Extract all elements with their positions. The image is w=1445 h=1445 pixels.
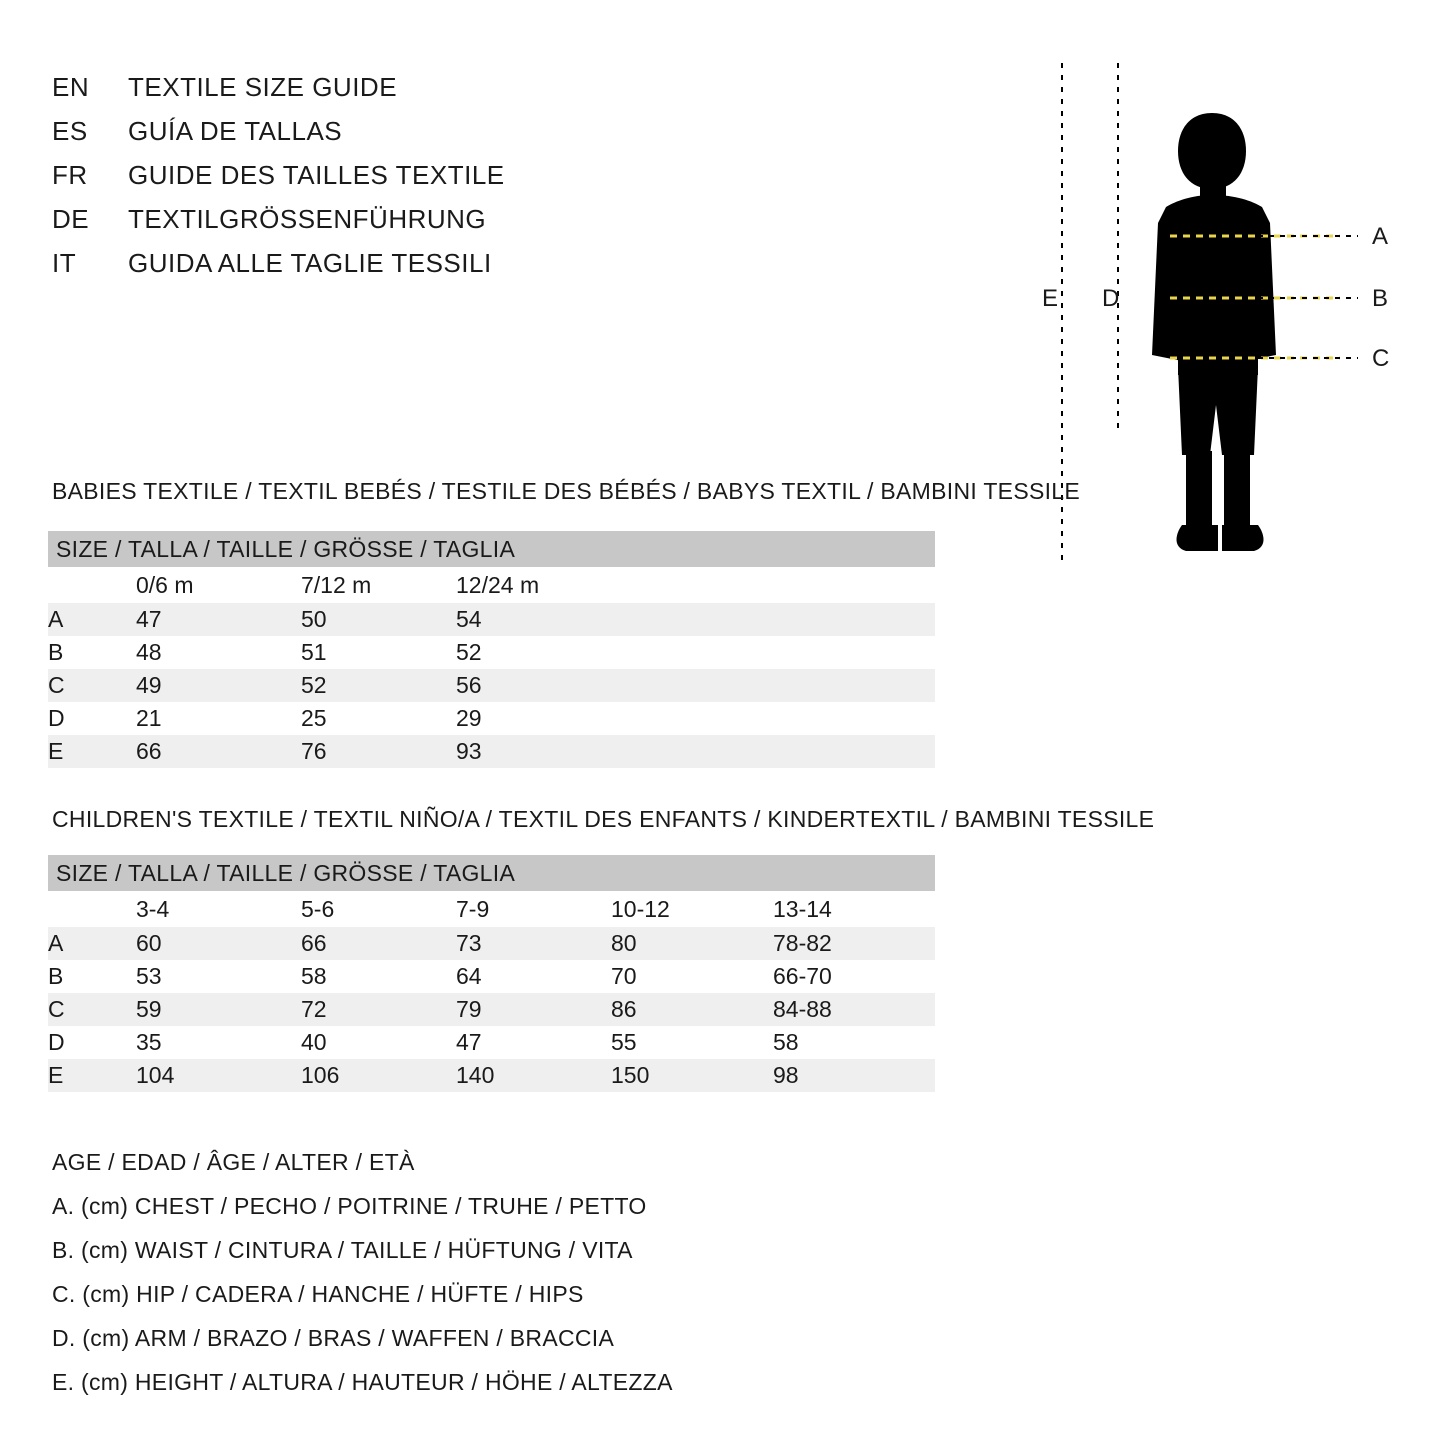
table-row [48,735,935,768]
row-value: 76 [301,735,456,768]
row-value: 79 [456,993,611,1026]
language-title: GUIDE DES TAILLES TEXTILE [128,160,505,190]
row-value: 59 [136,993,301,1026]
row-value: 104 [136,1059,301,1092]
row-value: 78-82 [773,927,935,960]
table-row [48,993,935,1026]
row-label: C [48,993,136,1026]
child-silhouette-icon [1152,113,1276,551]
row-value: 64 [456,960,611,993]
row-value: 25 [301,702,456,735]
row-label: E [48,735,136,768]
language-row [52,248,752,292]
row-value: 72 [301,993,456,1026]
row-label: A [48,927,136,960]
row-label: D [48,1026,136,1059]
children-band-label: SIZE / TALLA / TAILLE / GRÖSSE / TAGLIA [48,855,935,891]
language-title-block [52,72,752,292]
language-row [52,116,752,160]
spacer-cell [48,567,136,603]
row-value: 40 [301,1026,456,1059]
row-value: 66 [301,927,456,960]
language-code: IT [52,248,77,278]
row-value: 93 [456,735,935,768]
row-label: C [48,669,136,702]
row-value: 66-70 [773,960,935,993]
legend-line: AGE / EDAD / ÂGE / ALTER / ETÀ [52,1149,415,1175]
table-row [48,669,935,702]
row-value: 150 [611,1059,773,1092]
row-value: 140 [456,1059,611,1092]
row-label: B [48,960,136,993]
language-code: DE [52,204,90,234]
language-title: TEXTILE SIZE GUIDE [128,72,398,102]
marker-label-d: D [1102,285,1120,312]
row-value: 52 [456,636,935,669]
row-value: 80 [611,927,773,960]
language-code: ES [52,116,88,146]
babies-table-band [48,531,935,567]
row-value: 53 [136,960,301,993]
row-value: 54 [456,603,935,636]
children-col-4: 13-14 [773,891,935,927]
legend-line: C. (cm) HIP / CADERA / HANCHE / HÜFTE / HIPS [52,1281,584,1307]
children-column-headers [48,891,935,927]
row-label: B [48,636,136,669]
row-value: 58 [301,960,456,993]
babies-band-label: SIZE / TALLA / TAILLE / GRÖSSE / TAGLIA [48,531,935,567]
row-label: D [48,702,136,735]
children-col-2: 7-9 [456,891,611,927]
row-value: 48 [136,636,301,669]
marker-label-a: A [1372,223,1389,250]
measurement-legend [52,1140,952,1404]
language-title: TEXTILGRÖSSENFÜHRUNG [128,204,487,234]
language-row [52,204,752,248]
children-col-3: 10-12 [611,891,773,927]
row-value: 73 [456,927,611,960]
measurement-figure [1040,55,1420,575]
language-title: GUIDA ALLE TAGLIE TESSILI [128,248,492,278]
legend-line: B. (cm) WAIST / CINTURA / TAILLE / HÜFTUNG / VITA [52,1237,633,1263]
language-code: FR [52,160,88,190]
babies-col-2: 12/24 m [456,567,935,603]
row-value: 84-88 [773,993,935,1026]
marker-label-c: C [1372,345,1390,372]
row-value: 50 [301,603,456,636]
language-row [52,160,752,204]
table-row [48,636,935,669]
children-size-table [48,855,935,1092]
row-value: 56 [456,669,935,702]
row-value: 52 [301,669,456,702]
row-label: A [48,603,136,636]
row-value: 47 [136,603,301,636]
row-value: 21 [136,702,301,735]
spacer-cell [48,891,136,927]
language-code: EN [52,72,90,102]
row-value: 49 [136,669,301,702]
children-col-1: 5-6 [301,891,456,927]
babies-section-title: BABIES TEXTILE / TEXTIL BEBÉS / TESTILE DES BÉBÉS / BABYS TEXTIL / BAMBINI TESSILE [52,478,1081,504]
row-value: 58 [773,1026,935,1059]
table-row [48,1059,935,1092]
legend-line: A. (cm) CHEST / PECHO / POITRINE / TRUHE / PETTO [52,1193,647,1219]
row-value: 70 [611,960,773,993]
marker-label-e: E [1042,285,1059,312]
row-label: E [48,1059,136,1092]
row-value: 55 [611,1026,773,1059]
table-row [48,927,935,960]
legend-line: E. (cm) HEIGHT / ALTURA / HAUTEUR / HÖHE / ALTEZZA [52,1369,673,1395]
children-section-title: CHILDREN'S TEXTILE / TEXTIL NIÑO/A / TEXTIL DES ENFANTS / KINDERTEXTIL / BAMBINI TESSILE [52,806,1155,832]
table-row [48,702,935,735]
row-value: 35 [136,1026,301,1059]
table-row [48,1026,935,1059]
babies-column-headers [48,567,935,603]
language-row [52,72,752,116]
babies-size-table [48,531,935,768]
row-value: 51 [301,636,456,669]
row-value: 29 [456,702,935,735]
row-value: 47 [456,1026,611,1059]
children-col-0: 3-4 [136,891,301,927]
table-row [48,603,935,636]
row-value: 60 [136,927,301,960]
legend-line: D. (cm) ARM / BRAZO / BRAS / WAFFEN / BRACCIA [52,1325,615,1351]
row-value: 86 [611,993,773,1026]
babies-col-1: 7/12 m [301,567,456,603]
table-row [48,960,935,993]
row-value: 66 [136,735,301,768]
row-value: 106 [301,1059,456,1092]
children-table-band [48,855,935,891]
marker-label-b: B [1372,285,1389,312]
babies-col-0: 0/6 m [136,567,301,603]
language-title: GUÍA DE TALLAS [128,116,343,146]
row-value: 98 [773,1059,935,1092]
